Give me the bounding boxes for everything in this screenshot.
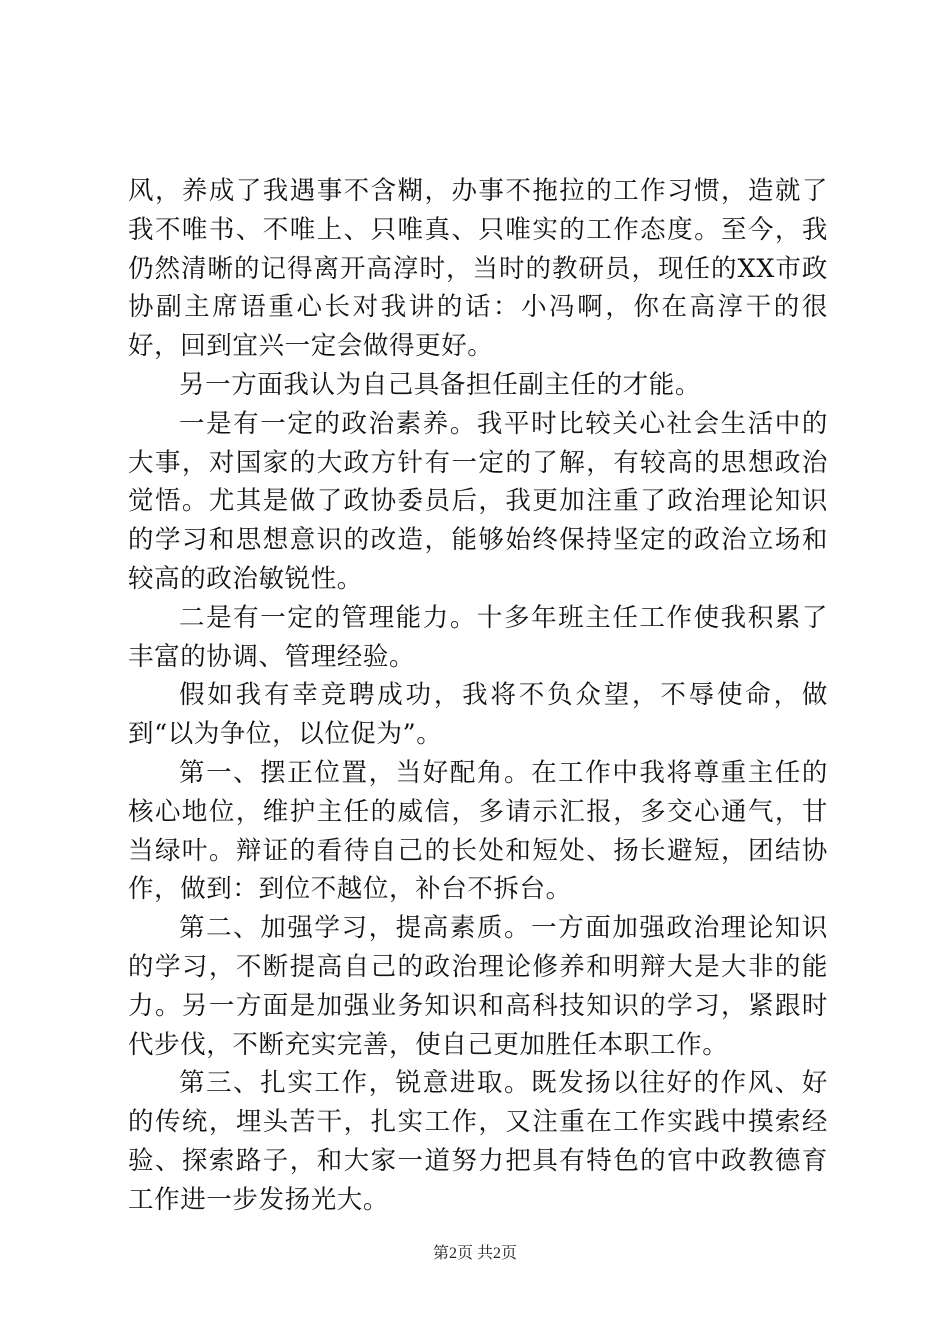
page-number-footer: 第2页 共2页 bbox=[432, 1245, 517, 1262]
paragraph-point-one: 第一、摆正位置，当好配角。在工作中我将尊重主任的核心地位，维护主任的威信，多请示汇报，多交心通气，甘当绿叶。辩证的看待自己的长处和短处、扬长避短，团结协作，做到：到位不越位，补台不拆台。 bbox=[128, 757, 828, 905]
paragraph-ability-intro: 另一方面我认为自己具备担任副主任的才能。 bbox=[179, 369, 702, 400]
paragraph-political-quality: 一是有一定的政治素养。我平时比较关心社会生活中的大事，对国家的大政方针有一定的了解，有较高的思想政治觉悟。尤其是做了政协委员后，我更加注重了政治理论知识的学习和思想意识的改造，能够始终保持坚定的政治立场和较高的政治敏锐性。 bbox=[128, 408, 828, 594]
paragraph-commitment: 假如我有幸竞聘成功，我将不负众望，不辱使命，做到“以为争位，以位促为”。 bbox=[128, 680, 828, 750]
paragraph-continuation: 风，养成了我遇事不含糊，办事不拖拉的工作习惯，造就了我不唯书、不唯上、只唯真、只唯实的工作态度。至今，我仍然清晰的记得离开高淳时，当时的教研员，现任的XX市政协副主席语重心长对我讲的话：小冯啊，你在高淳干的很好，回到宜兴一定会做得更好。 bbox=[128, 176, 828, 362]
document-body bbox=[128, 172, 828, 1220]
paragraph-point-two: 第二、加强学习，提高素质。一方面加强政治理论知识的学习，不断提高自己的政治理论修养和明辩大是大非的能力。另一方面是加强业务知识和高科技知识的学习，紧跟时代步伐，不断充实完善，使自己更加胜任本职工作。 bbox=[128, 913, 828, 1060]
paragraph-point-three: 第三、扎实工作，锐意进取。既发扬以往好的作风、好的传统，埋头苦干，扎实工作，又注重在工作实践中摸索经验、探索路子，和大家一道努力把具有特色的官中政教德育工作进一步发扬光大。 bbox=[128, 1068, 828, 1215]
paragraph-management-ability: 二是有一定的管理能力。十多年班主任工作使我积累了丰富的协调、管理经验。 bbox=[128, 602, 828, 672]
